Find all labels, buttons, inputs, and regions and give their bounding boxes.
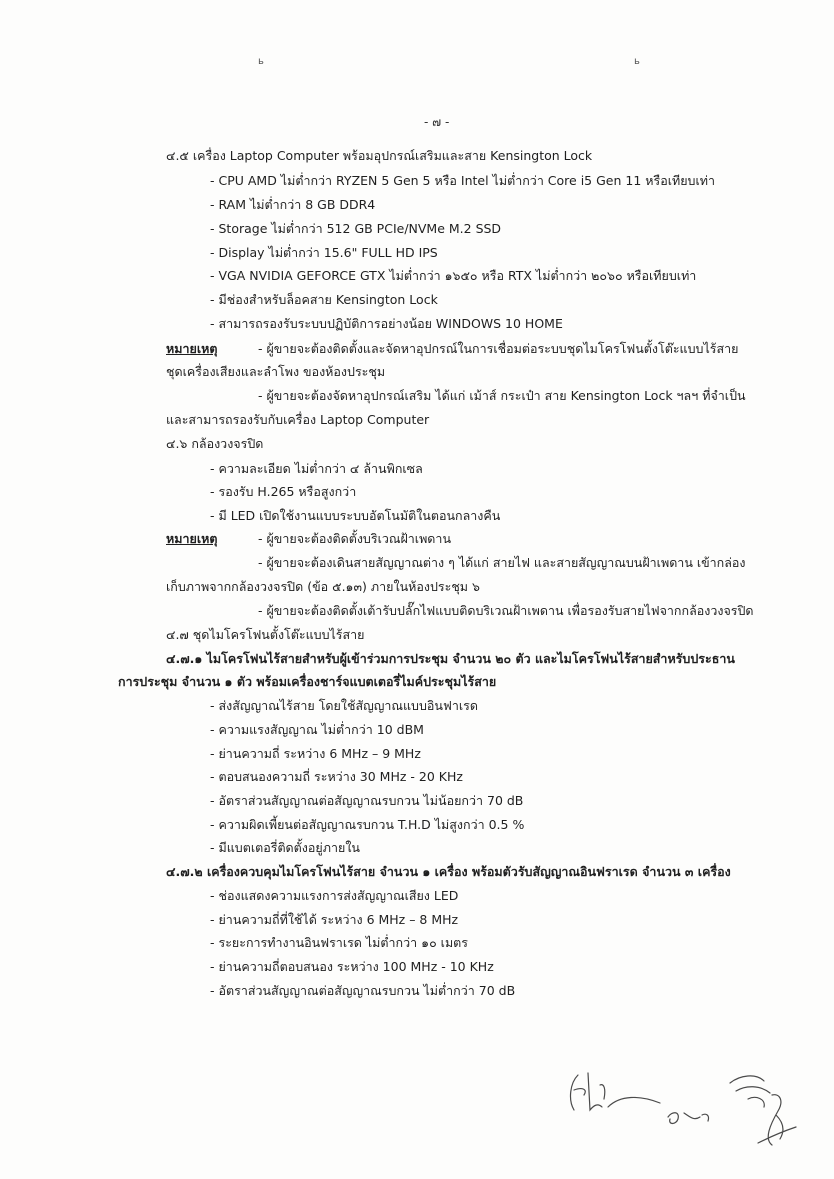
list-item: - ย่านความถี่ที่ใช้ได้ ระหว่าง 6 MHz – 8 MHz [210,912,459,927]
note-text: - ผู้ขายจะต้องติดตั้งบริเวณฝ้าเพดาน [258,531,451,546]
note-label: หมายเหตุ [166,341,218,356]
list-item: - รองรับ H.265 หรือสูงกว่า [210,484,357,499]
note-label: หมายเหตุ [166,531,218,546]
signature-2 [668,1113,709,1124]
note-text: - ผู้ขายจะต้องจัดหาอุปกรณ์เสริม ได้แก่ เม้าส์ กระเป๋า สาย Kensington Lock ฯลฯ ที่จำเป็น [258,388,746,403]
section-heading-laptop: ๔.๕ เครื่อง Laptop Computer พร้อมอุปกรณ์เสริมและสาย Kensington Lock [166,148,593,163]
list-item: - RAM ไม่ต่ำกว่า 8 GB DDR4 [210,197,376,212]
subsection-heading: ๔.๗.๒ เครื่องควบคุมไมโครโฟนไร้สาย จำนวน ๑ เครื่อง พร้อมตัวรับสัญญาณอินฟราเรด จำนวน ๓ เครื่อง [166,864,731,879]
list-item: - ตอบสนองความถี่ ระหว่าง 30 MHz - 20 KHz [210,769,463,784]
list-item: - ช่องแสดงความแรงการส่งสัญญาณเสียง LED [210,888,459,903]
list-item: - ความละเอียด ไม่ต่ำกว่า ๔ ล้านพิกเซล [210,461,423,476]
list-item: - มีแบตเตอรี่ติดตั้งอยู่ภายใน [210,840,360,855]
page-number: - ๗ - [424,115,450,129]
list-item: - Display ไม่ต่ำกว่า 15.6" FULL HD IPS [210,245,438,260]
note-text: เก็บภาพจากกล้องวงจรปิด (ข้อ ๕.๑๓) ภายในห้องประชุม ๖ [166,579,480,594]
section-heading-cctv: ๔.๖ กล้องวงจรปิด [166,436,264,451]
list-item: - ระยะการทำงานอินฟราเรด ไม่ต่ำกว่า ๑๐ เมตร [210,935,469,950]
list-item: - ย่านความถี่ ระหว่าง 6 MHz – 9 MHz [210,746,421,761]
list-item: - มีช่องสำหรับล็อคสาย Kensington Lock [210,292,438,307]
note-text: และสามารถรองรับกับเครื่อง Laptop Computer [166,412,430,427]
note-text: ชุดเครื่องเสียงและลำโพง ของห้องประชุม [166,364,386,379]
list-item: - VGA NVIDIA GEFORCE GTX ไม่ต่ำกว่า ๑๖๕๐ หรือ RTX ไม่ต่ำกว่า ๒๐๖๐ หรือเทียบเท่า [210,268,697,283]
subsection-heading: ๔.๗.๑ ไมโครโฟนไร้สายสำหรับผู้เข้าร่วมการประชุม จำนวน ๒๐ ตัว และไมโครโฟนไร้สายสำหรับประธาน [166,651,735,666]
list-item: - Storage ไม่ต่ำกว่า 512 GB PCIe/NVMe M.2 SSD [210,221,502,236]
top-mark-right: ь [634,56,640,67]
signature-3 [730,1076,796,1145]
handwritten-signatures [560,1055,820,1165]
note-text: - ผู้ขายจะต้องติดตั้งเต้ารับปลั๊กไฟแบบติดบริเวณฝ้าเพดาน เพื่อรองรับสายไฟจากกล้องวงจรปิด [258,603,754,618]
signature-1 [571,1073,660,1110]
list-item: - ส่งสัญญาณไร้สาย โดยใช้สัญญาณแบบอินฟาเรด [210,698,478,713]
list-item: - CPU AMD ไม่ต่ำกว่า RYZEN 5 Gen 5 หรือ Intel ไม่ต่ำกว่า Core i5 Gen 11 หรือเทียบเท่า [210,173,716,188]
note-text: - ผู้ขายจะต้องติดตั้งและจัดหาอุปกรณ์ในการเชื่อมต่อระบบชุดไมโครโฟนตั้งโต๊ะแบบไร้สาย [258,341,739,356]
list-item: - มี LED เปิดใช้งานแบบระบบอัตโนมัติในตอนกลางคืน [210,508,501,523]
subsection-heading: การประชุม จำนวน ๑ ตัว พร้อมเครื่องชาร์จแบตเตอรี่ไมค์ประชุมไร้สาย [118,674,497,689]
list-item: - ความแรงสัญญาณ ไม่ต่ำกว่า 10 dBM [210,722,424,737]
list-item: - ความผิดเพี้ยนต่อสัญญาณรบกวน T.H.D ไม่สูงกว่า 0.5 % [210,817,525,832]
list-item: - อัตราส่วนสัญญาณต่อสัญญาณรบกวน ไม่ต่ำกว่า 70 dB [210,983,516,998]
section-heading-microphone: ๔.๗ ชุดไมโครโฟนตั้งโต๊ะแบบไร้สาย [166,627,365,642]
list-item: - อัตราส่วนสัญญาณต่อสัญญาณรบกวน ไม่น้อยกว่า 70 dB [210,793,524,808]
list-item: - สามารถรองรับระบบปฏิบัติการอย่างน้อย WINDOWS 10 HOME [210,316,563,331]
list-item: - ย่านความถี่ตอบสนอง ระหว่าง 100 MHz - 10 KHz [210,959,494,974]
note-text: - ผู้ขายจะต้องเดินสายสัญญาณต่าง ๆ ได้แก่ สายไฟ และสายสัญญาณบนฝ้าเพดาน เข้ากล่อง [258,555,746,570]
top-mark-left: ь [258,56,264,67]
